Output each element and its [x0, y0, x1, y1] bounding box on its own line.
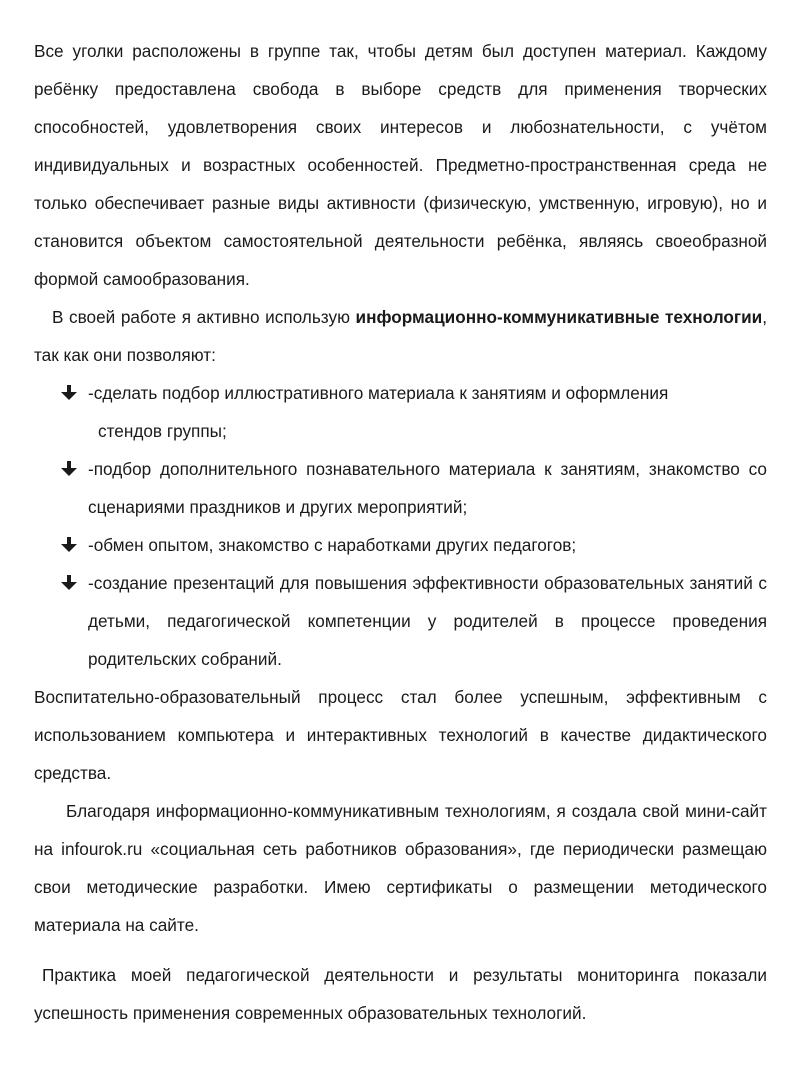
list-item-text: -подбор дополнительного познавательного материала к занятиям, знакомство со сценариями праздников и других мероприятий; [88, 459, 767, 517]
arrow-down-bullet-icon [60, 575, 78, 591]
document-page [34, 32, 767, 1032]
arrow-down-bullet-icon [60, 461, 78, 477]
list-item [34, 526, 767, 564]
list-item [34, 564, 767, 678]
list-item-text: -создание презентаций для повышения эффективности образовательных занятий с детьми, педагогической компетенции у родителей в процессе проведения родительских собраний. [88, 573, 767, 669]
paragraph-ict-intro-bold: информационно-коммуникативные технологии [355, 307, 763, 327]
list-item-text-continued: стендов группы; [98, 421, 227, 441]
list-item-text: -сделать подбор иллюстративного материала к занятиям и оформления [88, 383, 669, 403]
ict-benefits-list [34, 374, 767, 678]
paragraph-ict-intro-end: , так как они позволяют: [34, 307, 767, 365]
arrow-down-bullet-icon [60, 385, 78, 401]
list-item [34, 374, 767, 450]
arrow-down-bullet-icon [60, 537, 78, 553]
paragraph-environment: Все уголки расположены в группе так, чтобы детям был доступен материал. Каждому ребёнку предоставлена свобода в выборе средств для применения творческих способностей, удовлетворения своих интересов и любознательности, с учётом индивидуальных и возрастных особенностей. Предметно-пространственная среда не только обеспечивает разные виды активности (физическую, умственную, игровую), но и становится объектом самостоятельной деятельности ребёнка, являясь своеобразной формой самообразования. [34, 41, 767, 289]
list-item-text: -обмен опытом, знакомство с наработками других педагогов; [88, 535, 577, 555]
paragraph-mini-site: Благодаря информационно-коммуникативным технологиям, я создала свой мини-сайт на infourok.ru «социальная сеть работников образования», где периодически размещаю свои методические разработки. Имею сертификаты о размещении методического материала на сайте. [34, 801, 767, 935]
paragraph-conclusion: Практика моей педагогической деятельности и результаты мониторинга показали успешность применения современных образовательных технологий. [34, 965, 767, 1023]
list-item [34, 450, 767, 526]
paragraph-ict-intro-start: В своей работе я активно использую [52, 307, 356, 327]
paragraph-spacer [34, 944, 767, 956]
paragraph-educational-process: Воспитательно-образовательный процесс стал более успешным, эффективным с использованием компьютера и интерактивных технологий в качестве дидактического средства. [34, 687, 767, 783]
paragraph-ict-intro [34, 298, 767, 374]
